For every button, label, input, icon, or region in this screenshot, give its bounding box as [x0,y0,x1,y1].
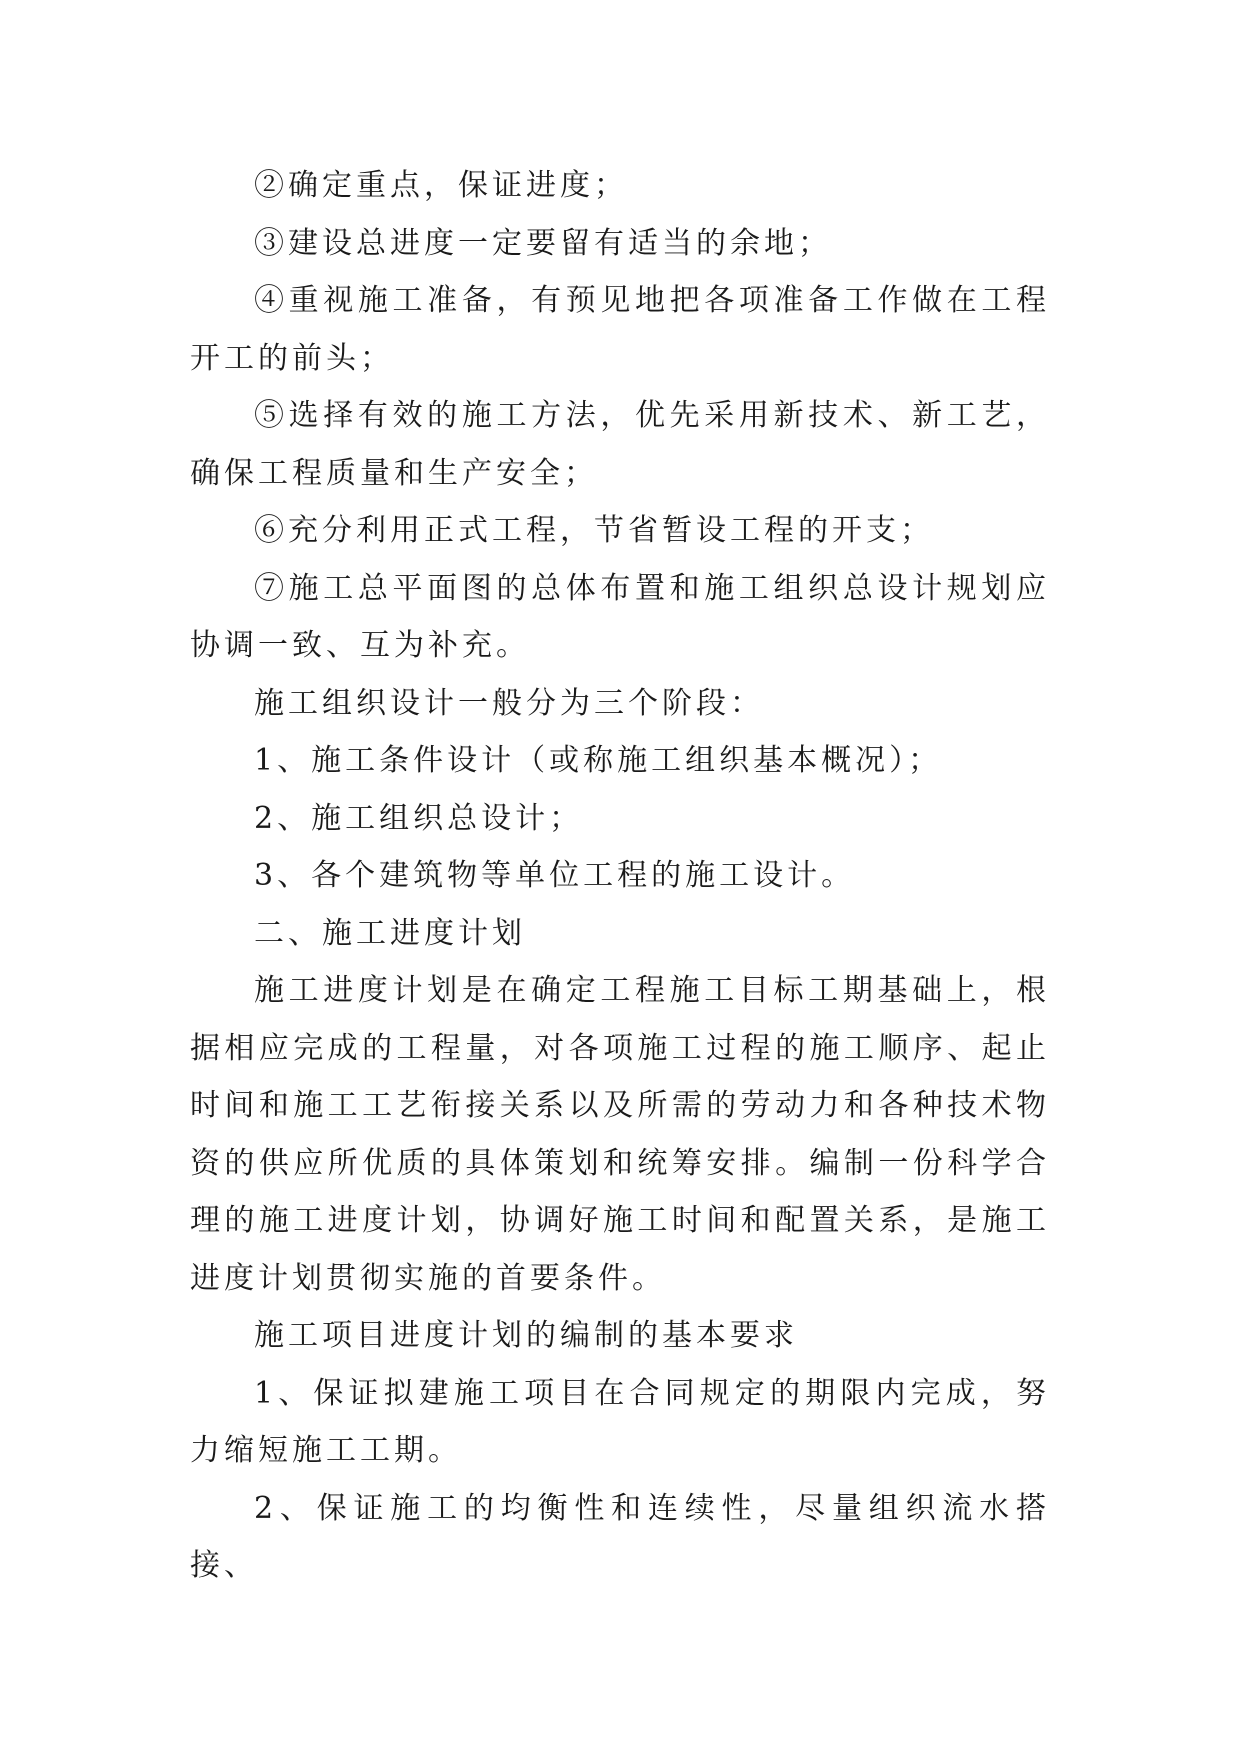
paragraph-item-7: ⑦施工总平面图的总体布置和施工组织总设计规划应协调一致、互为补充。 [190,570,1050,663]
paragraph-item-2: ②确定重点，保证进度； [254,168,628,203]
paragraph-requirement-2: 2、保证施工的均衡性和连续性，尽量组织流水搭接、 [190,1490,1050,1583]
paragraph-item-4: ④重视施工准备，有预见地把各项准备工作做在工程开工的前头； [190,283,1050,376]
paragraph-stages-intro: 施工组织设计一般分为三个阶段： [254,685,764,721]
paragraph-schedule-definition: 施工进度计划是在确定工程施工目标工期基础上，根据相应完成的工程量，对各项施工过程的施工顺序、起止时间和施工工艺衔接关系以及所需的劳动力和各种技术物资的供应所优质的具体策划和统筹安排。编制一份科学合理的施工进度计划，协调好施工时间和配置关系，是施工进度计划贯彻实施的首要条件。 [190,973,1050,1296]
paragraph-requirements-heading: 施工项目进度计划的编制的基本要求 [254,1318,798,1353]
paragraph-stage-1: 1、施工条件设计（或称施工组织基本概况）； [254,743,943,778]
paragraph-stage-3: 3、各个建筑物等单位工程的施工设计。 [254,858,856,893]
document-body [190,157,1050,1595]
paragraph-item-5: ⑤选择有效的施工方法，优先采用新技术、新工艺，确保工程质量和生产安全； [190,398,1050,491]
paragraph-requirement-1: 1、保证拟建施工项目在合同规定的期限内完成，努力缩短施工工期。 [190,1375,1050,1468]
paragraph-item-3: ③建设总进度一定要留有适当的余地； [254,225,832,261]
paragraph-item-6: ⑥充分利用正式工程，节省暂设工程的开支； [254,513,934,548]
section-heading: 二、施工进度计划 [254,915,526,951]
paragraph-stage-2: 2、施工组织总设计； [254,800,584,836]
